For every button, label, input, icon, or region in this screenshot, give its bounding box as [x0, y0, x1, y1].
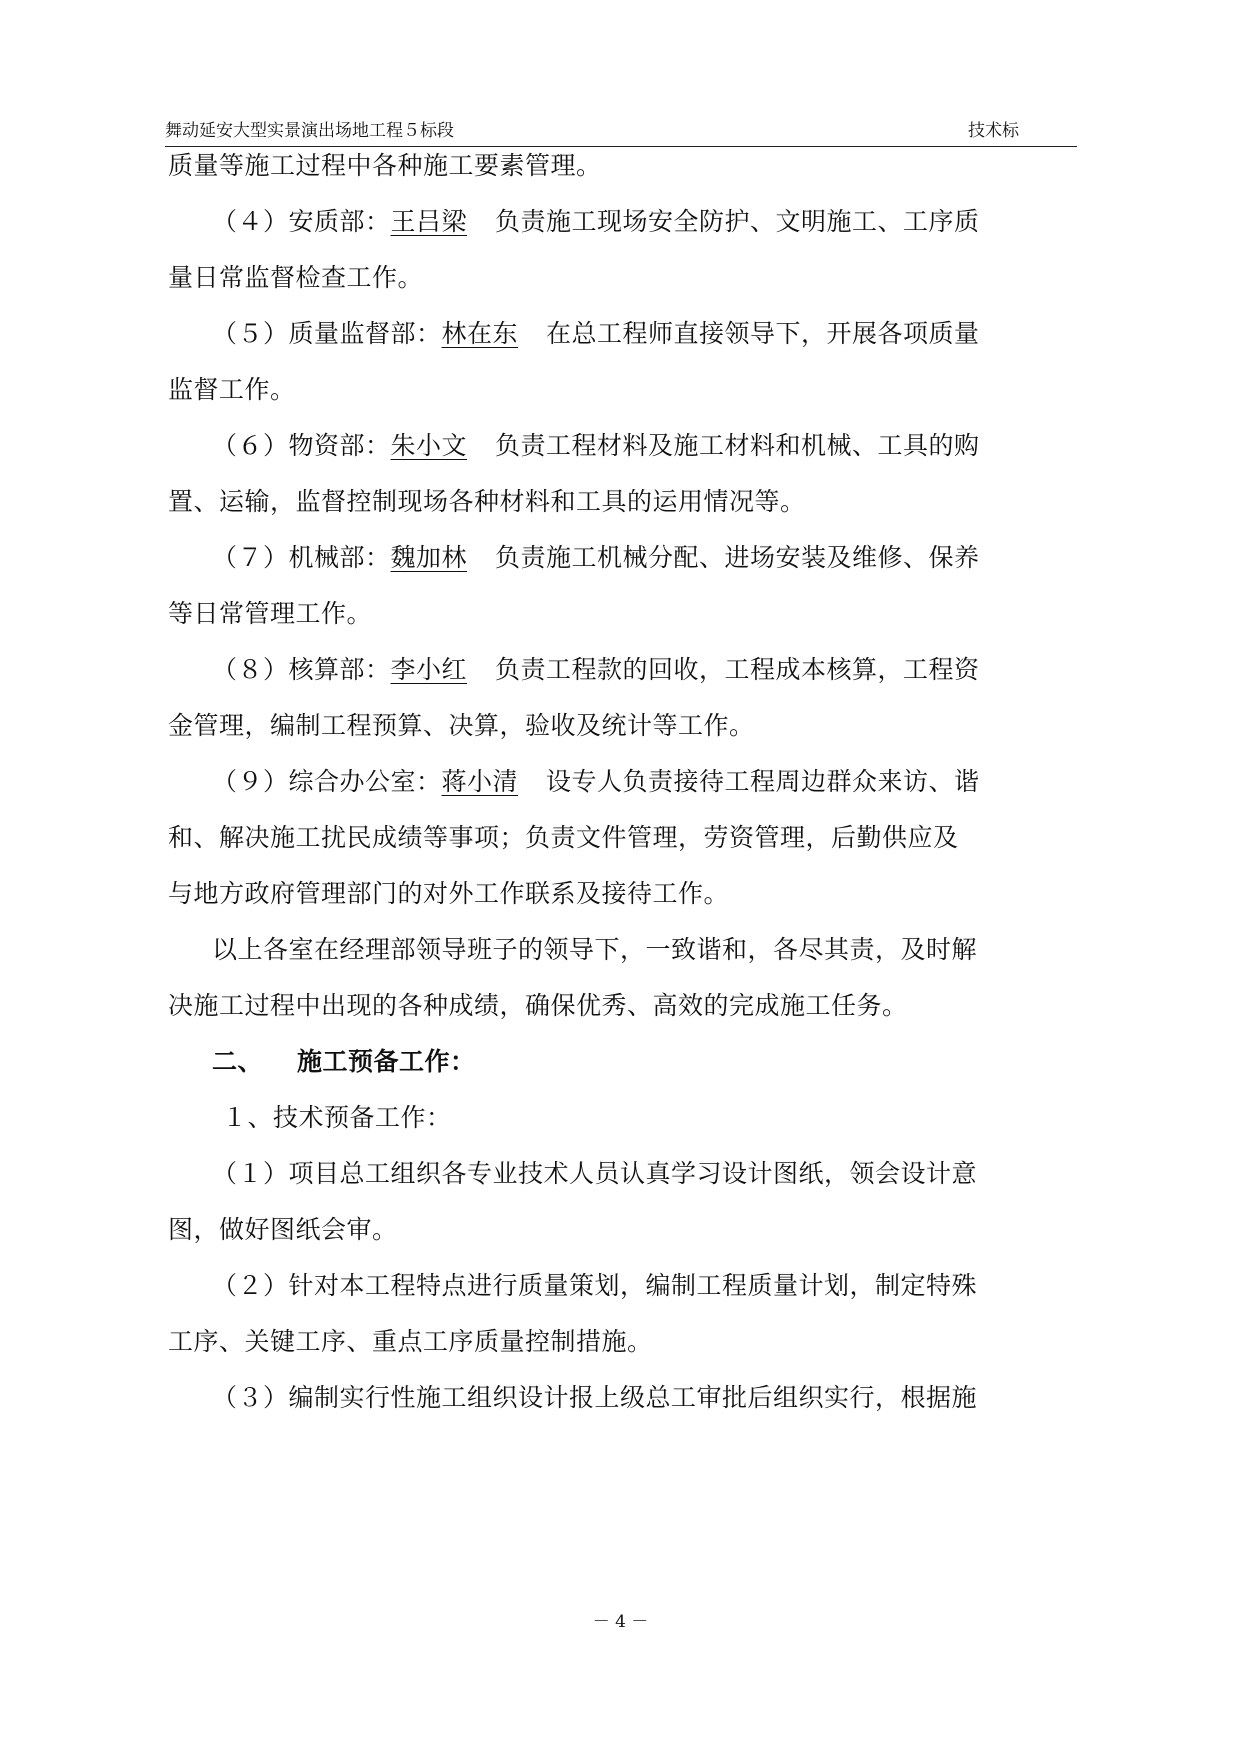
- summary-line: 以上各室在经理部领导班子的领导下，一致谐和，各尽其责，及时解: [212, 935, 978, 964]
- item-label: （６）物资部：: [212, 431, 391, 460]
- text-line: 量日常监督检查工作。: [168, 263, 424, 292]
- text-line: 金管理，编制工程预算、决算，验收及统计等工作。: [168, 711, 755, 740]
- item-text: 负责工程款的回收，工程成本核算，工程资: [495, 655, 980, 684]
- page-header: [165, 118, 1077, 147]
- text-line: 置、运输，监督控制现场各种材料和工具的运用情况等。: [168, 487, 806, 516]
- header-project-title: 舞动延安大型实景演出场地工程５标段: [165, 121, 454, 141]
- paragraph-6-line: [212, 430, 980, 462]
- item-label: （９）综合办公室：: [212, 767, 442, 796]
- person-name: 蒋小清: [441, 767, 519, 796]
- item-text: 设专人负责接待工程周边群众来访、谐: [546, 767, 980, 796]
- page-number: － 4 －: [592, 1612, 649, 1632]
- text-line: 与地方政府管理部门的对外工作联系及接待工作。: [168, 879, 730, 908]
- text-line: （３）编制实行性施工组织设计报上级总工审批后组织实行，根据施: [212, 1383, 978, 1412]
- subsection-title: １、技术预备工作：: [222, 1103, 452, 1132]
- person-name: 魏加林: [390, 543, 468, 572]
- person-name: 朱小文: [390, 431, 468, 460]
- text-line: （１）项目总工组织各专业技术人员认真学习设计图纸，领会设计意: [212, 1159, 978, 1188]
- person-name: 李小红: [390, 655, 468, 684]
- text-line: 监督工作。: [168, 375, 296, 404]
- person-name: 林在东: [441, 319, 519, 348]
- paragraph-9-line: [212, 766, 980, 798]
- item-label: （４）安质部：: [212, 207, 391, 236]
- paragraph-4-line: [212, 206, 980, 238]
- text-line: 和、解决施工扰民成绩等事项；负责文件管理，劳资管理，后勤供应及: [168, 823, 959, 852]
- section-number: 二、: [212, 1047, 264, 1076]
- item-label: （５）质量监督部：: [212, 319, 442, 348]
- item-text: 负责施工现场安全防护、文明施工、工序质: [495, 207, 980, 236]
- item-label: （７）机械部：: [212, 543, 391, 572]
- header-doc-type: 技术标: [968, 121, 1019, 141]
- paragraph-5-line: [212, 318, 980, 350]
- item-label: （８）核算部：: [212, 655, 391, 684]
- paragraph-7-line: [212, 542, 980, 574]
- text-line: 工序、关键工序、重点工序质量控制措施。: [168, 1327, 653, 1356]
- section-heading: [212, 1046, 476, 1078]
- text-line: 等日常管理工作。: [168, 599, 373, 628]
- section-title: 施工预备工作：: [297, 1047, 476, 1076]
- text-line: 决施工过程中出现的各种成绩，确保优秀、高效的完成施工任务。: [168, 991, 908, 1020]
- item-text: 负责施工机械分配、进场安装及维修、保养: [495, 543, 980, 572]
- item-text: 在总工程师直接领导下，开展各项质量: [546, 319, 980, 348]
- text-line: 图，做好图纸会审。: [168, 1215, 398, 1244]
- item-text: 负责工程材料及施工材料和机械、工具的购: [495, 431, 980, 460]
- text-line: （２）针对本工程特点进行质量策划，编制工程质量计划，制定特殊: [212, 1271, 978, 1300]
- person-name: 王吕梁: [390, 207, 468, 236]
- text-line: 质量等施工过程中各种施工要素管理。: [168, 151, 602, 180]
- paragraph-8-line: [212, 654, 980, 686]
